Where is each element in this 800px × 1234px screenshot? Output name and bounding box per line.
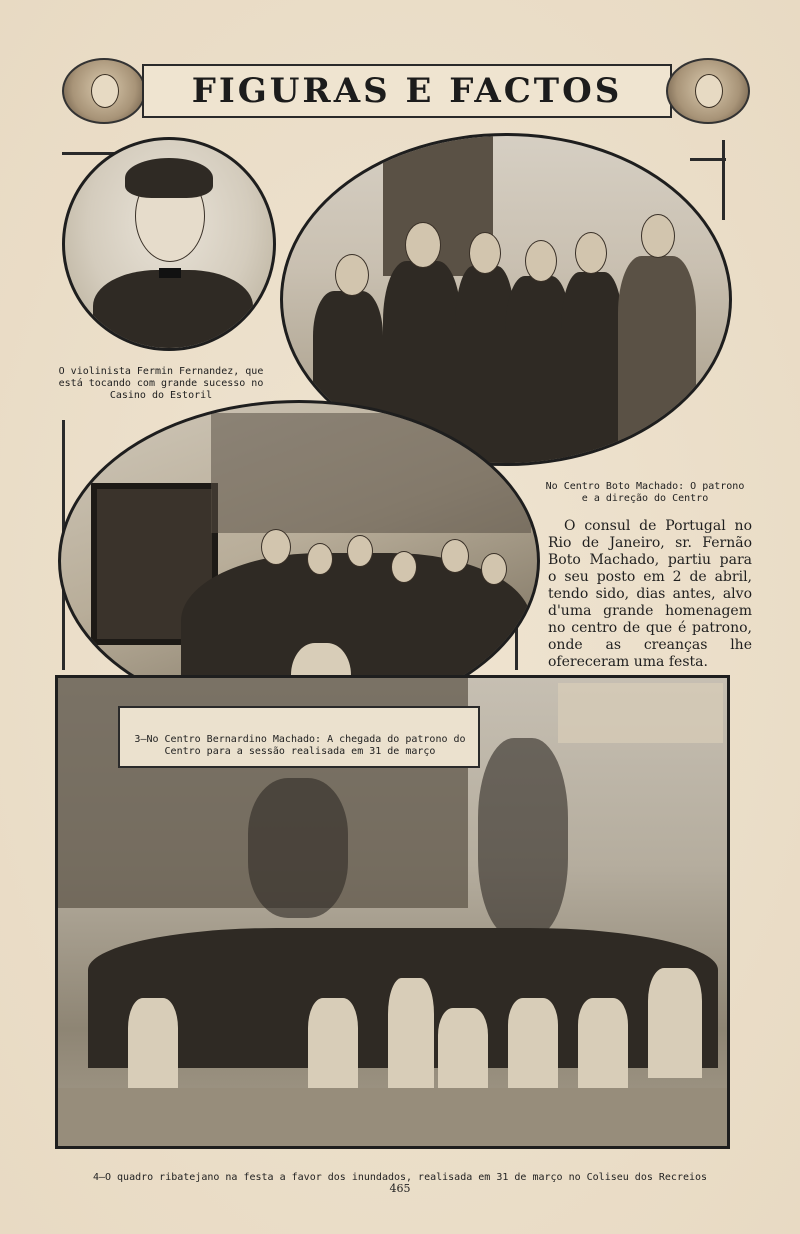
page-number: 465: [389, 1182, 411, 1195]
page-header: [60, 58, 750, 122]
violinist-caption: O violinista Fermin Fernandez, que está tocando com grande sucesso no Casino do Estoril: [58, 366, 264, 401]
art-nouveau-medallion-icon: [62, 58, 146, 124]
ornament-line: [722, 140, 725, 220]
ornament-line: [690, 158, 726, 161]
page-title: FIGURAS E FACTOS: [191, 71, 623, 111]
quadro-caption: 4—O quadro ribatejano na festa a favor dos inundados, realisada em 31 de março no Coliseu dos Recreios: [92, 1172, 708, 1183]
article-paragraph: O consul de Portugal no Rio de Janeiro, sr. Fernão Boto Machado, partiu para o seu posto em 2 de abril, tendo sido, dias antes, alvo d'uma grande homenagem no centro de que é patrono, onde as creanças lhe ofereceram uma festa.: [548, 518, 752, 670]
header-title-box: [142, 64, 672, 118]
centro-boto-caption: No Centro Boto Machado: O patrono e a direção do Centro: [545, 481, 745, 504]
violinist-portrait-photo: [62, 137, 276, 351]
centro-bernardino-caption: 3—No Centro Bernardino Machado: A chegada do patrono do Centro para a sessão realisada em 31 de março: [134, 734, 466, 757]
centro-bernardino-crowd-photo: [58, 400, 540, 722]
art-nouveau-medallion-icon: [666, 58, 750, 124]
article-text: [548, 518, 752, 671]
